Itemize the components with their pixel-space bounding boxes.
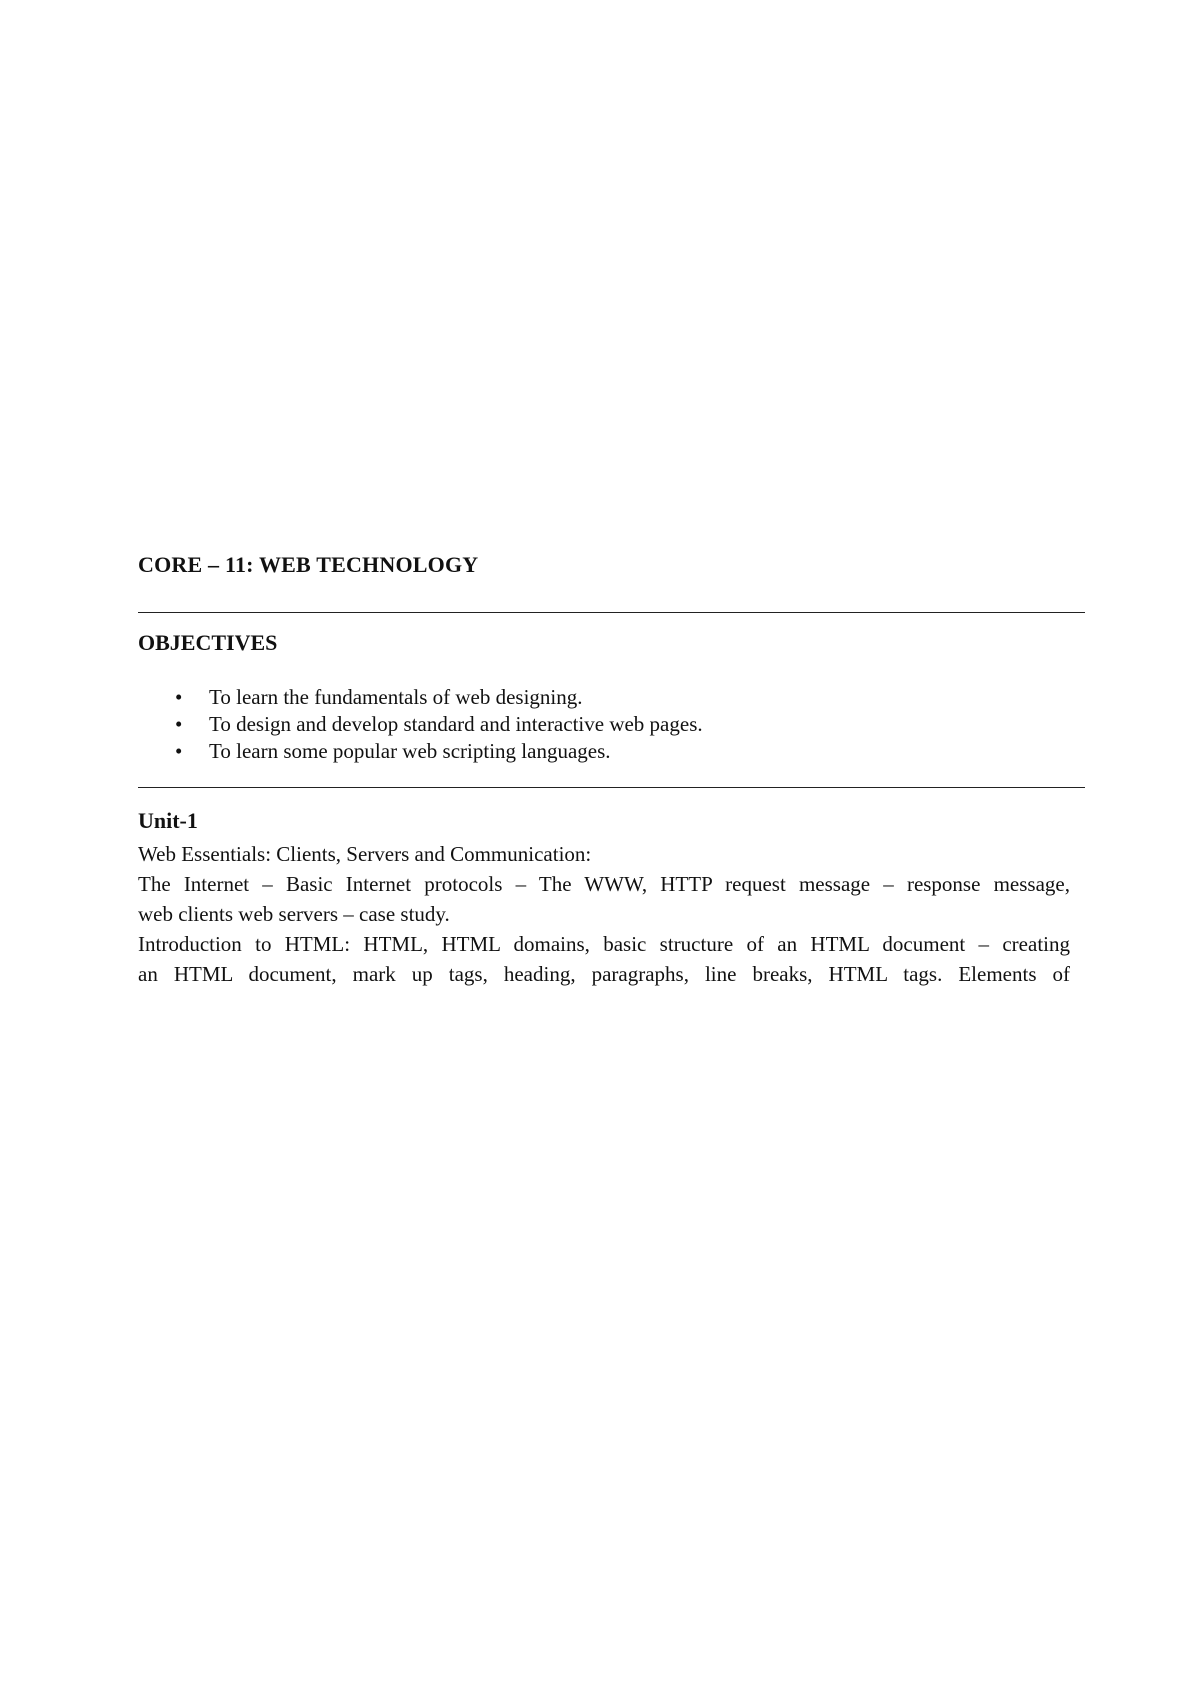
objectives-list bbox=[138, 684, 703, 765]
course-title: CORE – 11: WEB TECHNOLOGY bbox=[138, 552, 479, 577]
unit-title: Unit-1 bbox=[138, 808, 198, 833]
unit-line: Web Essentials: Clients, Servers and Communication: bbox=[138, 842, 592, 866]
divider-top bbox=[138, 612, 1085, 613]
objective-text: To design and develop standard and interactive web pages. bbox=[209, 712, 703, 736]
bullet-icon: • bbox=[175, 685, 183, 709]
objective-text: To learn some popular web scripting languages. bbox=[209, 739, 611, 763]
unit-line: The Internet – Basic Internet protocols – The WWW, HTTP request message – response message, bbox=[138, 872, 1070, 896]
divider-bottom bbox=[138, 787, 1085, 788]
objective-item bbox=[138, 684, 703, 711]
unit-line: web clients web servers – case study. bbox=[138, 902, 450, 926]
unit-line: Introduction to HTML: HTML, HTML domains, basic structure of an HTML document – creating bbox=[138, 932, 1070, 956]
bullet-icon: • bbox=[175, 712, 183, 736]
bullet-icon: • bbox=[175, 739, 183, 763]
unit-line: an HTML document, mark up tags, heading, paragraphs, line breaks, HTML tags. Elements of bbox=[138, 962, 1070, 986]
objective-item bbox=[138, 711, 703, 738]
objective-item bbox=[138, 738, 703, 765]
unit-body bbox=[138, 839, 1070, 989]
objective-text: To learn the fundamentals of web designing. bbox=[209, 685, 583, 709]
objectives-heading: OBJECTIVES bbox=[138, 630, 278, 655]
